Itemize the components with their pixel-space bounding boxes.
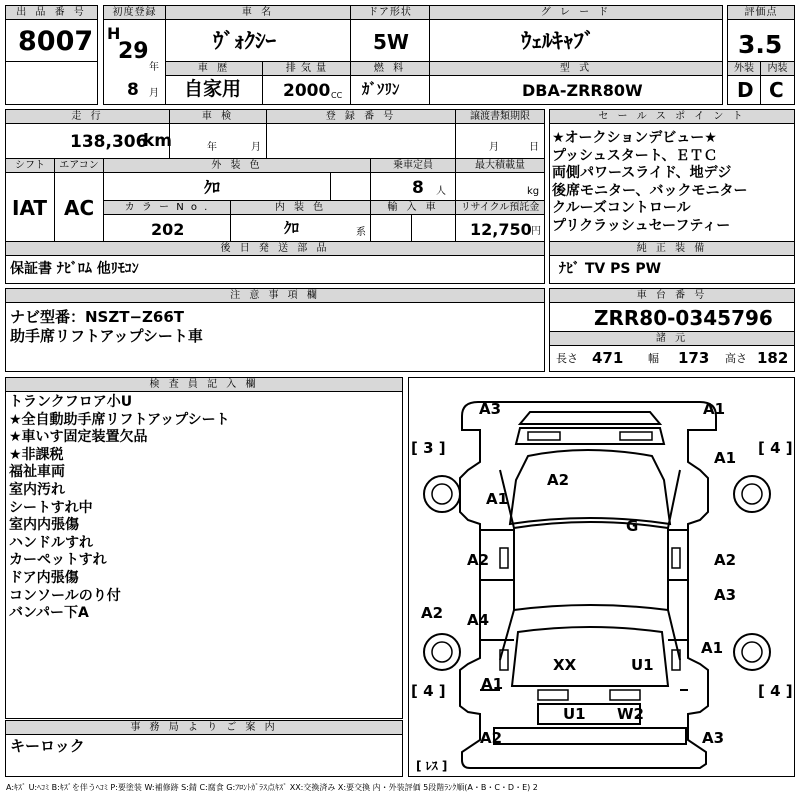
displacement: 2000	[283, 81, 331, 101]
tread-left-front: [ 3 ]	[411, 439, 446, 457]
sales-point: プリクラッシュセーフティー	[552, 217, 731, 234]
mark-right-front-fender: A1	[714, 449, 737, 467]
sales-point: 後席モニター、バックモニター	[552, 182, 748, 199]
fuel-header: 燃 料	[350, 61, 430, 76]
later-parts: 保証書 ﾅﾋﾞﾛﾑ 他ﾘﾓｺﾝ	[10, 261, 139, 277]
mark-rear-glass-left: XX	[553, 656, 577, 674]
shift-header: シフト	[5, 158, 55, 173]
mark-right-rear-fender: A1	[701, 639, 724, 657]
tread-right-front: [ 4 ]	[758, 439, 793, 457]
office-header: 事 務 局 よ り ご 案 内	[5, 720, 403, 735]
int-color-header: 内 装 色	[230, 200, 371, 215]
mark-roof: G	[626, 517, 639, 535]
wheel-rf	[734, 476, 770, 512]
chassis-no: ZRR80-0345796	[594, 306, 773, 330]
mark-left-front-fender: A1	[486, 490, 509, 508]
ext-color: ｸﾛ	[204, 178, 221, 197]
height-label: 高さ	[725, 352, 747, 365]
length-label: 長さ	[556, 352, 578, 365]
transfer-month-unit: 月	[489, 142, 499, 153]
exterior-header: 外装	[727, 61, 761, 76]
displacement-unit: CC	[331, 91, 343, 100]
reg-no-header: 登 録 番 号	[266, 109, 456, 124]
history-header: 車 歴	[165, 61, 263, 76]
mark-left-rocker: A2	[421, 604, 444, 622]
history: 自家用	[184, 78, 242, 100]
spare-tire: [ ﾚｽ ]	[416, 759, 448, 773]
roof	[514, 522, 668, 610]
capacity-unit: 人	[436, 186, 446, 197]
mark-rear-bumper-left: U1	[563, 705, 586, 723]
sales-point: クルーズコントロール	[552, 200, 691, 216]
aircon: AC	[64, 196, 95, 220]
inspector-note: 福祉車両	[9, 464, 65, 481]
first-reg-header: 初度登録	[103, 5, 166, 20]
mark-rear-right: A3	[702, 729, 725, 747]
inspector-note: カーペットすれ	[9, 552, 107, 569]
int-color-unit: 系	[356, 227, 366, 238]
capacity-header: 乗車定員	[370, 158, 456, 173]
mark-rear-bumper-right: W2	[617, 705, 644, 723]
lot-no-header: 出 品 番 号	[5, 5, 98, 20]
door: 5W	[373, 30, 409, 54]
int-color: ｸﾛ	[284, 219, 300, 237]
mark-right-rear-door: A3	[714, 586, 737, 604]
office-note: キーロック	[10, 737, 85, 755]
inspection-month-unit: 月	[251, 142, 261, 153]
max-load-unit: kg	[527, 186, 540, 197]
later-parts-header: 後 日 発 送 部 品	[5, 241, 545, 256]
height: 182	[757, 349, 789, 367]
mark-rear-glass-right: U1	[631, 656, 654, 674]
color-no: 202	[151, 220, 185, 239]
std-equipment-header: 純 正 装 備	[549, 241, 795, 256]
interior-header: 内装	[760, 61, 795, 76]
inspector-note: ハンドルすれ	[9, 534, 93, 551]
sales-point: プッシュスタート、ＥＴＣ	[552, 147, 718, 164]
dimensions-header: 諸 元	[549, 331, 795, 346]
max-load-header: 最大積載量	[455, 158, 545, 173]
mark-front-right: A1	[703, 400, 726, 418]
exterior-score: D	[737, 78, 754, 102]
inspection-header: 車 検	[169, 109, 267, 124]
car-name-header: 車 名	[165, 5, 351, 20]
wheel-lr	[424, 634, 460, 670]
capacity: 8	[412, 178, 424, 198]
fuel: ｶﾞｿﾘﾝ	[362, 80, 400, 98]
color-no-header: カ ラ ー N o .	[103, 200, 231, 215]
sales-point: ★オークションデビュー★	[552, 130, 717, 146]
wheel-lf	[424, 476, 460, 512]
car-name: ｳﾞｫｸｼｰ	[213, 29, 276, 53]
note-line: 助手席リフトアップシート車	[10, 327, 203, 345]
inspector-note: トランクフロア小U	[9, 394, 133, 410]
tread-left-rear: [ 4 ]	[411, 682, 446, 700]
legend: A:ｷｽﾞ U:ﾍｺﾐ B:ｷｽﾞを伴うﾍｺﾐ P:要塗装 W:補修跡 S:錆 C:腐食 G:ﾌﾛﾝﾄｶﾞﾗｽ点ｷｽﾞ XX:交換済み X:要交換 内・外装評価 5段階ﾗﾝｸ順(A・B・C・D・E) 2	[6, 783, 538, 792]
mileage-header: 走 行	[5, 109, 170, 124]
inspector-note: ドア内張傷	[9, 569, 79, 586]
inspector-note: ★車いす固定装置欠品	[9, 429, 148, 446]
recycle-header: リサイクル預託金	[455, 200, 545, 215]
sales-points-header: セ ー ル ス ポ イ ン ト	[549, 109, 795, 124]
sales-point: 両側パワースライド、地デジ	[552, 165, 732, 181]
mark-rear-left: A2	[480, 729, 503, 747]
inspector-note: コンソールのり付	[9, 587, 121, 604]
tread-right-rear: [ 4 ]	[758, 682, 793, 700]
first-reg-year: 29	[118, 39, 149, 64]
mark-right-front-door: A2	[714, 551, 737, 569]
model-header: 型 式	[429, 61, 723, 76]
mark-left-rear-door: A4	[467, 611, 490, 629]
first-reg-month: 8	[127, 80, 139, 100]
inspector-note: バンパー下A	[9, 605, 89, 622]
width: 173	[678, 349, 710, 367]
note-line: ナビ型番：NSZT−Z66T	[10, 308, 185, 326]
recycle-unit: 円	[531, 226, 541, 237]
import-header: 輸 入 車	[370, 200, 456, 215]
std-equipment: ﾅﾋﾞ TV PS PW	[559, 261, 662, 277]
mark-left-front-door: A2	[467, 551, 490, 569]
score: 3.5	[738, 30, 783, 59]
first-reg-era: H	[107, 24, 121, 43]
grade-header: グ レ ー ド	[429, 5, 723, 20]
transfer-day-unit: 日	[529, 142, 539, 153]
score-header: 評価点	[727, 5, 795, 20]
shift: IAT	[12, 196, 48, 220]
first-reg-month-unit: 月	[149, 88, 159, 99]
body-outline	[460, 402, 716, 768]
windshield	[510, 450, 670, 524]
inspector-note: ★全自動助手席リフトアップシート	[9, 411, 230, 428]
inspection-year-unit: 年	[207, 142, 217, 153]
inspector-note: 室内内張傷	[9, 517, 79, 534]
inspector-note: シートすれ中	[9, 499, 93, 516]
grade: ｳｪﾙｷｬﾌﾞ	[521, 29, 595, 53]
first-reg-year-unit: 年	[149, 62, 159, 73]
transfer-header: 譲渡書類期限	[455, 109, 545, 124]
ext-color-header: 外 装 色	[103, 158, 371, 173]
mark-front-left: A3	[479, 400, 502, 418]
mileage-unit: km	[143, 131, 173, 151]
displacement-header: 排 気 量	[262, 61, 351, 76]
aircon-header: エアコン	[54, 158, 104, 173]
model: DBA-ZRR80W	[522, 81, 643, 100]
notes-header: 注 意 事 項 欄	[5, 288, 545, 303]
width-label: 幅	[648, 352, 659, 365]
chassis-no-header: 車 台 番 号	[549, 288, 795, 303]
lot-no: 8007	[18, 26, 94, 57]
interior-score: C	[769, 78, 784, 102]
recycle: 12,750	[470, 220, 532, 239]
mark-hood: A2	[547, 471, 570, 489]
inspector-note: ★非課税	[9, 446, 64, 463]
inspector-note: 室内汚れ	[9, 481, 65, 498]
door-header: ドア形状	[350, 5, 430, 20]
inspector-header: 検 査 員 記 入 欄	[5, 377, 403, 392]
wheel-rr	[734, 634, 770, 670]
mark-left-rear-fender: A1	[481, 675, 504, 693]
mileage: 138,306	[70, 132, 148, 152]
length: 471	[592, 349, 624, 367]
